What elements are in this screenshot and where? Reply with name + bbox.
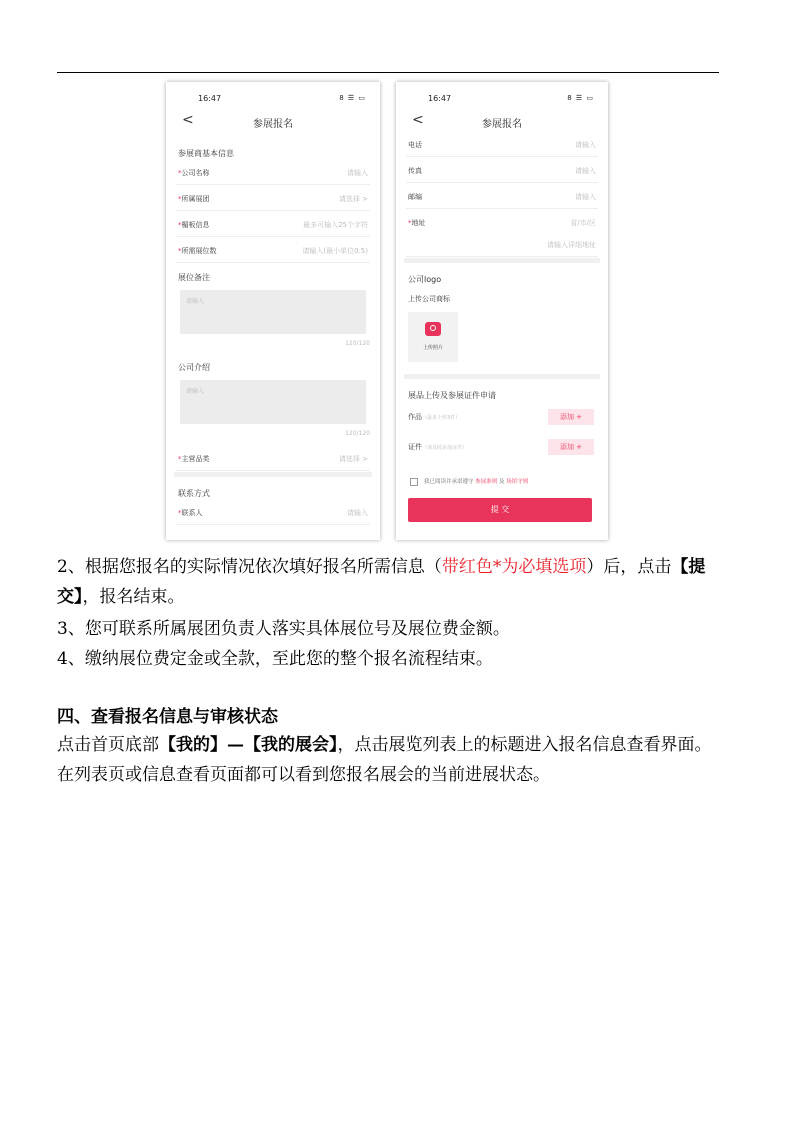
cert-label: 证件（请及时添加证件） xyxy=(408,443,468,451)
paragraph-step-4: 4、缴纳展位费定金或全款，至此您的整个报名流程结束。 xyxy=(57,649,493,669)
camera-icon xyxy=(425,322,441,336)
paragraph-view-info: 点击首页底部【我的】—【我的展会】，点击展览列表上的标题进入报名信息查看界面。在列表页或信息查看页面都可以看到您报名展会的当前进展状态。 xyxy=(57,735,712,785)
right-phone-screenshot xyxy=(396,82,608,540)
venue-rules-link[interactable]: 场馆守则 xyxy=(506,479,529,485)
page-title: 参展报名 xyxy=(253,119,293,130)
paragraph-step-3: 3、您可联系所属展团负责人落实具体展位号及展位费金额。 xyxy=(57,619,510,639)
works-label: 作品（最多上传3件） xyxy=(408,413,461,421)
status-bar xyxy=(420,94,594,104)
upload-photo-button[interactable]: 上传照片 xyxy=(408,312,458,362)
submit-button[interactable]: 提 交 xyxy=(408,498,592,522)
status-icons: 8 ☰ ▭ xyxy=(339,94,366,102)
booth-note-textarea[interactable]: 请输入 xyxy=(180,290,366,334)
status-time: 16:47 xyxy=(428,94,452,103)
status-icons: 8 ☰ ▭ xyxy=(567,94,594,102)
field-address[interactable]: *地址 省/市/区 xyxy=(408,219,596,227)
header-rule xyxy=(57,72,719,73)
logo-section: 公司logo xyxy=(408,275,442,284)
field-address-detail[interactable]: 请输入详细地址 xyxy=(406,234,598,257)
field-booth-count[interactable]: *所需展位数 请输入(最小单位0.5) xyxy=(176,240,370,263)
field-postcode[interactable]: 邮编 请输入 xyxy=(406,186,598,209)
agree-checkbox[interactable] xyxy=(410,478,418,486)
status-time: 16:47 xyxy=(198,94,222,103)
back-icon[interactable]: < xyxy=(412,112,424,128)
section-divider xyxy=(404,374,600,379)
intro-counter: 120/120 xyxy=(345,430,370,437)
nav-bar xyxy=(396,112,608,132)
back-icon[interactable]: < xyxy=(182,112,194,128)
field-main-category[interactable]: *主营品类 请选择 > xyxy=(176,448,370,471)
section-heading: 四、查看报名信息与审核状态 xyxy=(57,707,278,727)
booth-note-counter: 120/120 xyxy=(345,340,370,347)
field-fascia-info[interactable]: *楣板信息 最多可输入25个字符 xyxy=(176,214,370,237)
field-contact-person[interactable]: *联系人 请输入 xyxy=(176,502,370,525)
booth-note-label: 展位备注 xyxy=(178,273,210,282)
add-cert-button[interactable]: 添加 + xyxy=(548,439,594,455)
section-divider xyxy=(174,472,372,477)
intro-label: 公司介绍 xyxy=(178,363,210,372)
field-phone[interactable]: 电话 请输入 xyxy=(406,134,598,157)
intro-textarea[interactable]: 请输入 xyxy=(180,380,366,424)
nav-bar xyxy=(166,112,380,132)
section-divider xyxy=(404,258,600,263)
add-works-button[interactable]: 添加 + xyxy=(548,409,594,425)
contact-section: 联系方式 xyxy=(178,489,210,498)
exhibit-section: 展品上传及参展证件申请 xyxy=(408,391,496,400)
field-delegation[interactable]: *所属展团 请选择 > xyxy=(176,188,370,211)
field-company-name[interactable]: *公司名称 请输入 xyxy=(176,162,370,185)
section-basic-info: 参展商基本信息 xyxy=(178,149,234,158)
upload-label: 上传公司商标 xyxy=(408,295,450,303)
page-title: 参展报名 xyxy=(482,119,522,130)
paragraph-step-2: 2、根据您报名的实际情况依次填好报名所需信息（带红色*为必填选项）后，点击【提交】，报名结束。 xyxy=(57,557,706,607)
rules-link[interactable]: 参展准则 xyxy=(475,479,498,485)
agreement-row[interactable]: 我已阅读并承诺遵守 参展准则 及 场馆守则 xyxy=(410,477,528,486)
field-fax[interactable]: 传真 请输入 xyxy=(406,160,598,183)
left-phone-screenshot xyxy=(166,82,380,540)
status-bar xyxy=(190,94,366,104)
